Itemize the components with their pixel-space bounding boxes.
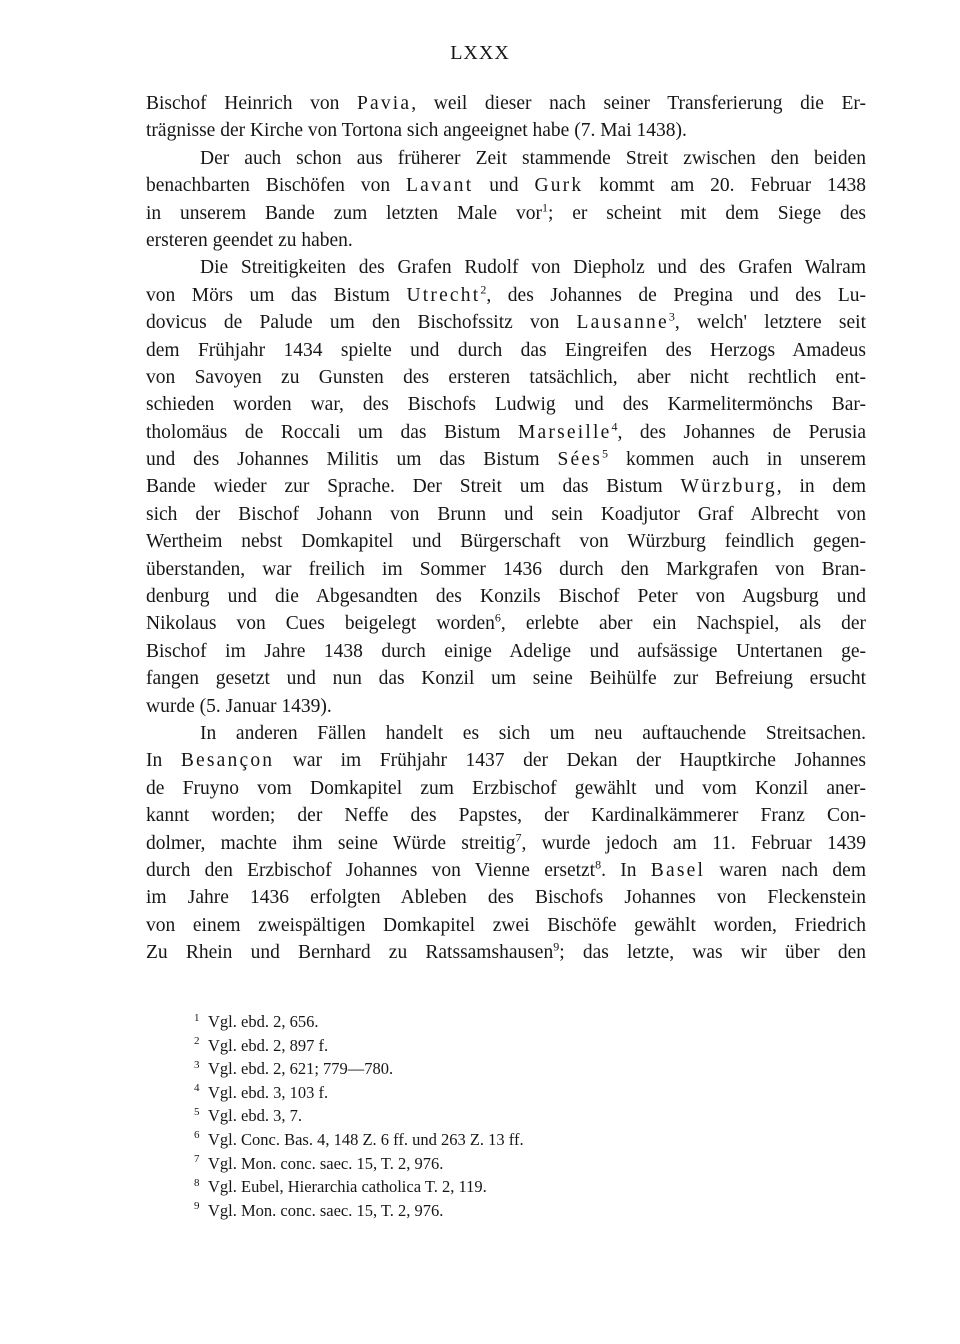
text-line [146,939,866,966]
text-line [146,583,866,610]
text-line [146,775,866,802]
text-segment: fangen gesetzt und nun das Konzil um seine Beihülfe zur Befreiung ersucht [146,668,866,690]
footnote-reference: 5 [602,446,609,461]
text-line [146,200,866,227]
text-segment: Bischof im Jahre 1438 durch einige Adelige und aufsässige Untertanen ge- [146,640,866,662]
text-segment: überstanden, war freilich im Sommer 1436 durch den Markgrafen von Bran- [146,558,866,580]
text-segment: denburg und die Abgesandten des Konzils Bischof Peter von Augsburg und [146,586,866,608]
footnote: 5 Vgl. ebd. 3, 7. [194,1105,302,1126]
text-line [146,391,866,418]
text-line [146,720,866,747]
footnote-reference: 1 [541,200,548,215]
footnote-text: Vgl. Mon. conc. saec. 15, T. 2, 976. [208,1153,444,1173]
text-segment: und [473,175,535,197]
text-line [146,830,866,857]
footnote-reference: 6 [494,610,501,625]
text-line [146,912,866,939]
text-segment: , weil dieser nach seiner Transferierung die Er- [411,93,866,114]
spaced-place-name: Pavia [356,93,412,114]
text-line [146,884,866,911]
footnote-reference: 8 [595,857,602,872]
page-number: LXXX [450,42,510,64]
text-segment: . In [601,859,651,881]
text-segment: kommt am 20. Februar 1438 [583,175,866,197]
text-segment: schieden worden war, des Bischofs Ludwig und des Karmelitermönchs Bar- [146,394,866,416]
text-segment: , des Johannes de Pregina und des Lu- [486,284,866,306]
text-segment: Der auch schon aus früherer Zeit stammende Streit zwischen den beiden [200,147,866,169]
spaced-place-name: Gurk [534,175,584,197]
text-line [146,227,866,254]
footnote: 2 Vgl. ebd. 2, 897 f. [194,1035,329,1055]
text-segment: benachbarten Bischöfen von [146,175,406,197]
footnotes [194,1010,794,1222]
text-segment: kommen auch in unserem [608,449,867,471]
text-segment: Zu Rhein und Bernhard zu Ratssamshausen [146,942,554,964]
text-segment: im Jahre 1436 erfolgten Ableben des Bischofs Johannes von Fleckenstein [146,887,866,909]
spaced-place-name: Lavant [406,175,474,197]
text-line [146,610,866,637]
text-segment: In [146,750,181,772]
text-line [146,693,866,720]
footnote-text: Vgl. ebd. 2, 621; 779—780. [208,1059,394,1079]
spaced-place-name: Utrecht [406,284,481,306]
footnote: 8 Vgl. Eubel, Hierarchia catholica T. 2, 119. [194,1176,487,1197]
text-line [146,747,866,774]
text-segment: sich der Bischof Johann von Brunn und sein Koadjutor Graf Albrecht von [146,503,866,525]
text-line [146,802,866,829]
footnote-reference: 9 [553,939,560,954]
text-line [146,117,866,144]
spaced-place-name: Besançon [180,750,275,772]
spaced-place-name: Marseille [518,421,612,443]
footnote-text: Vgl. Conc. Bas. 4, 148 Z. 6 ff. und 263 Z. 13 ff. [208,1129,524,1149]
text-line [146,172,866,199]
text-line [146,665,866,692]
text-segment: , erlebte aber ein Nachspiel, als der [500,613,866,635]
text-segment: Bande wieder zur Sprache. Der Streit um das Bistum [146,476,681,498]
text-segment: tholomäus de Roccali um das Bistum [146,421,519,443]
text-segment: Die Streitigkeiten des Grafen Rudolf von Diepholz und des Grafen Walram [200,257,866,279]
text-segment: Bischof Heinrich von [146,93,357,114]
footnote: 4 Vgl. ebd. 3, 103 f. [194,1082,329,1102]
text-line [146,528,866,555]
text-segment: von einem zweispältigen Domkapitel zwei Bischöfe gewählt worden, Friedrich [146,914,866,936]
text-segment: dovicus de Palude um den Bischofssitz von [146,312,577,334]
text-line [146,337,866,364]
footnote-text: Vgl. ebd. 3, 103 f. [208,1082,329,1102]
text-segment: de Fruyno vom Domkapitel zum Erzbischof gewählt und vom Konzil aner- [146,777,866,799]
text-line [146,473,866,500]
footnote-text: Vgl. ebd. 3, 7. [208,1106,302,1126]
text-line [146,638,866,665]
text-segment: , des Johannes de Perusia [617,421,866,443]
text-segment: durch den Erzbischof Johannes von Vienne ersetzt [146,859,596,881]
text-segment: wurde (5. Januar 1439). [146,695,332,717]
text-line [146,556,866,583]
spaced-place-name: Basel [650,859,706,881]
footnote: 3 Vgl. ebd. 2, 621; 779—780. [194,1058,394,1079]
footnote-reference: 2 [480,282,487,297]
footnote-text: Vgl. ebd. 2, 897 f. [208,1035,329,1055]
text-segment: ; das letzte, was wir über den [559,942,866,964]
text-line [146,501,866,528]
text-segment: dolmer, machte ihm seine Würde streitig [146,832,516,854]
text-segment: , in dem [776,476,866,498]
spaced-place-name: Würzburg [680,476,777,498]
text-segment: , wurde jedoch am 11. Februar 1439 [521,832,867,854]
text-segment: war im Frühjahr 1437 der Dekan der Hauptkirche Johannes [274,750,866,772]
text-segment: Nikolaus von Cues beigelegt worden [146,613,495,635]
text-line [146,309,866,336]
text-segment: ersteren geendet zu haben. [146,229,353,251]
text-line [146,419,866,446]
text-line [146,145,866,172]
text-line [146,364,866,391]
footnote-reference: 4 [611,419,618,434]
footnote-text: Vgl. ebd. 2, 656. [208,1012,319,1031]
text-segment: von Mörs um das Bistum [146,284,407,306]
text-segment: ; er scheint mit dem Siege des [547,202,866,224]
text-line [146,282,866,309]
footnote: 1 Vgl. ebd. 2, 656. [194,1011,319,1031]
text-segment: in unserem Bande zum letzten Male vor [146,202,542,224]
footnote-reference: 7 [515,830,522,845]
footnote: 6 Vgl. Conc. Bas. 4, 148 Z. 6 ff. und 263 Z. 13 ff. [194,1129,524,1149]
text-segment: trägnisse der Kirche von Tortona sich angeeignet habe (7. Mai 1438). [146,120,687,142]
text-line [146,446,866,473]
footnote: 7 Vgl. Mon. conc. saec. 15, T. 2, 976. [194,1153,444,1173]
spaced-place-name: Lausanne [576,312,669,334]
text-line [146,254,866,281]
text-segment: und des Johannes Militis um das Bistum [146,449,558,471]
body-text [146,90,866,967]
text-line [146,857,866,884]
footnote: 9 Vgl. Mon. conc. saec. 15, T. 2, 976. [194,1200,444,1220]
footnote-text: Vgl. Mon. conc. saec. 15, T. 2, 976. [208,1200,444,1220]
text-segment: In anderen Fällen handelt es sich um neu auftauchende Streitsachen. [200,722,866,744]
text-segment: dem Frühjahr 1434 spielte und durch das Eingreifen des Herzogs Amadeus [146,339,866,361]
text-segment: waren nach dem [705,859,866,881]
text-segment: von Savoyen zu Gunsten des ersteren tatsächlich, aber nicht rechtlich ent- [146,366,866,388]
text-line [146,90,866,117]
text-segment: Wertheim nebst Domkapitel und Bürgerschaft von Würzburg feindlich gegen- [146,531,866,553]
text-segment: kannt worden; der Neffe des Papstes, der Kardinalkämmerer Franz Con- [146,805,866,827]
text-segment: , welch' letztere seit [674,312,866,334]
footnote-text: Vgl. Eubel, Hierarchia catholica T. 2, 119. [208,1177,487,1197]
footnote-reference: 3 [668,309,675,324]
spaced-place-name: Sées [557,449,603,471]
